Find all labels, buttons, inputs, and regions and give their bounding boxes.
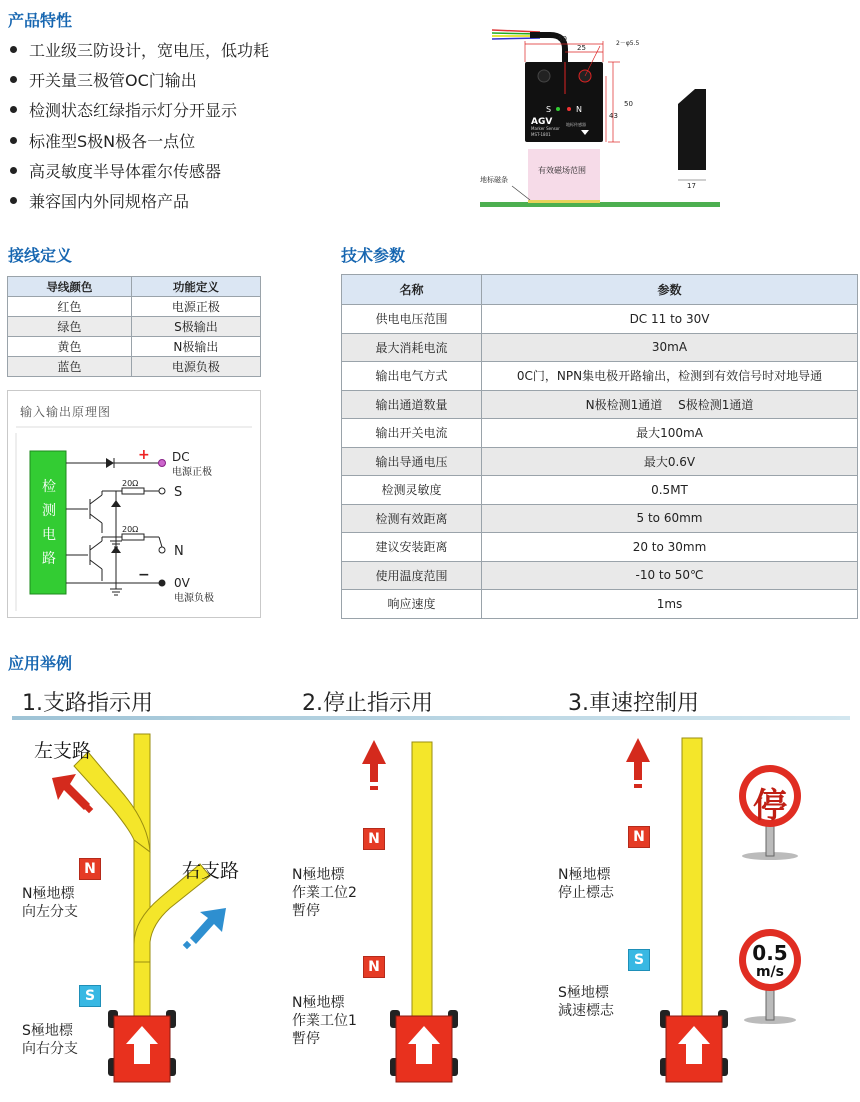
dc-cn-label: 电源正极 [172,467,212,478]
speed-sign-unit: m/s [755,964,785,980]
sensor-brand: AGV [531,117,553,127]
s-terminal-icon [159,488,165,494]
right-branch-label: 右支路 [182,860,240,882]
dim-thickness: 17 [687,182,696,190]
bullet-icon [10,137,17,144]
dim-height: 50 [624,100,633,108]
wiring-title: 接线定义 [8,246,73,265]
zener-icon [111,546,121,553]
left-branch-label: 左支路 [34,740,92,762]
n-output-label: N [174,544,184,559]
sensor-model: MST-1801 [531,132,551,137]
strip-label: 地标磁条 [480,176,508,184]
magnetic-field-zone [528,149,600,204]
minus-sign: − [138,567,150,583]
table-row: 最大消耗电流 30mA [342,333,858,362]
table-header: 功能定义 [131,277,260,297]
feature-item: 开关量三极管OC门输出 [10,70,269,100]
wiring-table [7,276,261,377]
specs-title: 技术参数 [341,246,406,265]
n-pole-badge: N [363,828,385,850]
circuit-title: 输入输出原理图 [20,405,112,419]
mount-hole-icon [538,70,550,82]
table-row: 检测灵敏度 0.5MT [342,476,858,505]
plus-sign: + [138,447,150,463]
ground-icon [110,589,122,595]
table-row: 输出电气方式 0C门，NPN集电极开路输出，检测到有效信号时对地导通 [342,362,858,391]
straight-track [682,738,702,1024]
table-header: 导线颜色 [8,277,132,297]
right-arrow-icon [183,908,226,949]
s-pole-badge: S [79,985,101,1007]
red-led-icon [567,107,571,111]
transistor-icon [90,491,116,533]
application-title: 应用举例 [8,654,73,673]
application-scenes [0,712,860,1102]
agv-car-icon [108,1010,176,1082]
table-header: 名称 [342,275,482,305]
scene1-n-text: N極地標 向左分支 [22,886,78,920]
table-row: 检测有效距离 5 to 60mm [342,504,858,533]
table-header: 参数 [482,275,858,305]
resistor-label: 20Ω [122,525,139,534]
cable-wires-icon [492,30,565,62]
spec-table [341,274,858,619]
feature-item: 标准型S极N极各一点位 [10,131,269,161]
sensor-brand-sub: Marker Sensor [531,126,560,131]
scene1-title: 1.支路指示用 [22,691,153,716]
bullet-icon [10,76,17,83]
scene2-title: 2.停止指示用 [302,691,433,716]
dim-half-width: 25 [577,44,586,52]
n-pole-badge: N [363,956,385,978]
table-row: 绿色 S极输出 [8,317,261,337]
dim-hole-height: 43 [609,112,618,120]
sensor-brand-cn: 地标传感器 [566,122,586,127]
s-output-label: S [174,485,183,500]
straight-track [412,742,432,1024]
sensor-n-label: N [576,105,582,114]
table-row: 建议安装距离 20 to 30mm [342,533,858,562]
bullet-icon [10,106,17,113]
stop-sign-text: 停 [753,786,787,826]
table-row: 供电电压范围 DC 11 to 30V [342,305,858,334]
diode-icon [106,458,114,468]
zener-icon [111,500,121,507]
sensor-dimension-diagram [470,14,730,214]
scene3-s-text: S極地標 減速標志 [558,985,614,1019]
feature-item: 高灵敏度半导体霍尔传感器 [10,161,269,191]
ov-label: 0V [174,576,190,590]
dim-hole: 2－φ5.5 [616,40,640,47]
feature-item: 工业级三防设计，宽电压，低功耗 [10,40,269,70]
agv-car-icon [660,1010,728,1082]
dc-terminal-icon [159,460,166,467]
scene1-s-text: S極地標 向右分支 [22,1023,78,1057]
scene2-n1-text: N極地標 作業工位2 暫停 [292,867,357,919]
bullet-icon [10,197,17,204]
detection-block-label: 检测电路 [42,479,56,567]
sensor-s-label: S [546,105,552,114]
scene3-title: 3.車速控制用 [568,691,699,716]
s-pole-badge: S [628,949,650,971]
scene3-n-text: N極地標 停止標志 [558,867,614,901]
resistor-label: 20Ω [122,479,139,488]
feature-item: 兼容国内外同规格产品 [10,191,269,221]
dc-label: DC [172,450,190,464]
field-range-label: 有效磁场范围 [538,166,586,175]
features-title: 产品特性 [8,11,73,30]
agv-car-icon [390,1010,458,1082]
n-terminal-icon [159,547,165,553]
n-pole-badge: N [628,826,650,848]
scene2-n2-text: N極地標 作業工位1 暫停 [292,995,357,1047]
table-row: 红色 电源正极 [8,297,261,317]
ov-terminal-icon [159,580,166,587]
feature-list [10,40,269,221]
up-arrow-icon [362,740,386,790]
dim-width: 50 [558,35,567,43]
table-row: 输出通道数量 N极检测1通道 S极检测1通道 [342,390,858,419]
resistor-icon [122,534,144,540]
table-row: 使用温度范围 -10 to 50℃ [342,561,858,590]
feature-item: 检测状态红绿指示灯分开显示 [10,100,269,130]
table-header-row [8,277,261,297]
bullet-icon [10,167,17,174]
table-row: 输出导通电压 最大0.6V [342,447,858,476]
table-row: 输出开关电流 最大100mA [342,419,858,448]
resistor-icon [122,488,144,494]
table-row: 黄色 N极输出 [8,337,261,357]
section-divider [12,716,850,720]
table-header-row [342,275,858,305]
n-pole-badge: N [79,858,101,880]
circuit-diagram [7,390,261,618]
table-row: 响应速度 1ms [342,590,858,619]
ov-cn-label: 电源负极 [174,593,214,604]
green-led-icon [556,107,560,111]
speed-sign-value: 0.5 [752,941,788,965]
up-arrow-icon [626,738,650,788]
table-row: 蓝色 电源负极 [8,357,261,377]
bullet-icon [10,46,17,53]
sensor-side-view [678,89,706,170]
